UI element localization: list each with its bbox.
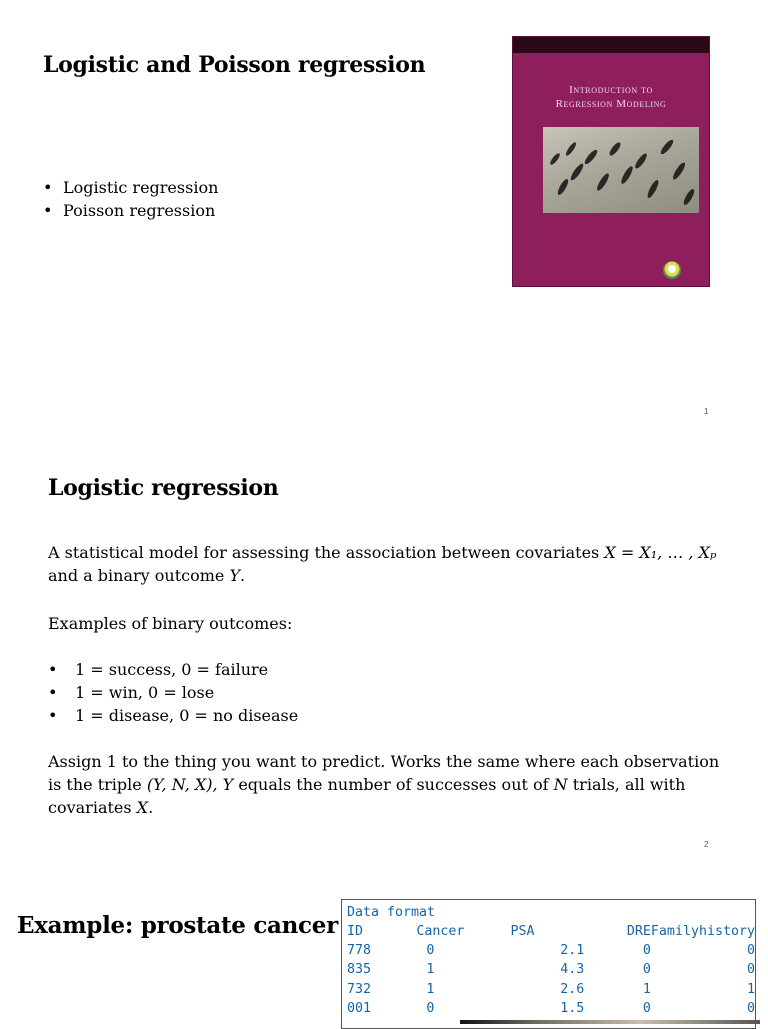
bullet-item: • Poisson regression [43,199,218,222]
cover-title [513,83,709,111]
intro-text: A statistical model for assessing the association between covariates [48,543,605,562]
cover-title-line-2: Regression Modeling [555,98,667,110]
assign-text: trials, all with [567,775,686,794]
slide-1-bullet-list [43,176,218,222]
triple-formula: (Y, N, X), Y [146,775,234,794]
page-number: 1 [704,407,709,416]
slide-1 [0,0,768,430]
table-cell: 0 [746,962,755,978]
assign-text: covariates [48,798,137,817]
table-row [347,941,755,960]
table-row [347,960,755,979]
table-heading: Data format [347,905,436,920]
table-row [347,999,755,1018]
table-header-row [347,922,755,941]
assign-line-1: Assign 1 to the thing you want to predict. Works the same where each observation [48,752,720,771]
table-cell: 778 [347,943,372,959]
table-cell: 0 [746,943,755,959]
book-cover-image [512,36,710,287]
cover-top-band [513,37,709,53]
example-item: • 1 = win, 0 = lose [48,681,298,704]
table-cell: 4.3 [560,962,585,978]
table-row [347,980,755,999]
table-cell: 1 [746,981,755,997]
outcome-symbol: Y [229,566,241,585]
covariates-formula: X = X₁, … , Xₚ [604,543,717,562]
table-cell: 001 [347,1000,372,1016]
examples-list [48,658,298,727]
table-cell: 1 [426,962,435,978]
column-header: PSA [510,924,535,939]
bullet-item: • Logistic regression [43,176,218,199]
page-number: 2 [704,840,709,849]
table-cell: 1.5 [560,1000,585,1016]
table-cell: 0 [426,1000,435,1016]
photo-strip-image [460,1020,760,1024]
examples-heading: Examples of binary outcomes: [48,614,293,633]
period: . [240,566,246,585]
column-header: DRE [626,924,651,939]
covariates-symbol: X [136,798,149,817]
column-header: Cancer [416,924,465,939]
table-cell: 732 [347,981,372,997]
table-cell: 0 [426,943,435,959]
data-format-table [341,899,756,1029]
intro-text-2: and a binary outcome [48,566,230,585]
column-header: ID [347,924,364,939]
table-cell: 1 [642,981,651,997]
cover-photo-crowd [543,127,699,213]
assign-text: is the triple [48,775,147,794]
table-cell: 0 [642,962,651,978]
publisher-logo-icon [663,261,681,279]
table-cell: 1 [426,981,435,997]
intro-paragraph [48,541,748,587]
slide-2-title: Logistic regression [48,475,279,501]
slide-3-title: Example: prostate cancer [17,912,338,939]
period: . [148,798,154,817]
example-item: • 1 = success, 0 = failure [48,658,298,681]
cover-title-line-1: Introduction to [569,84,653,96]
trials-symbol: N [553,775,568,794]
assign-text: equals the number of successes out of [233,775,554,794]
slide-2 [0,430,768,860]
column-header: Familyhistory [650,924,755,939]
table-cell: 0 [642,1000,651,1016]
table-cell: 835 [347,962,372,978]
slide-3 [0,860,768,1024]
table-cell: 0 [642,943,651,959]
slide-1-title: Logistic and Poisson regression [43,52,426,78]
table-cell: 2.1 [560,943,585,959]
data-table [347,922,755,1018]
table-cell: 0 [746,1000,755,1016]
assign-paragraph [48,750,748,819]
example-item: • 1 = disease, 0 = no disease [48,704,298,727]
table-cell: 2.6 [560,981,585,997]
